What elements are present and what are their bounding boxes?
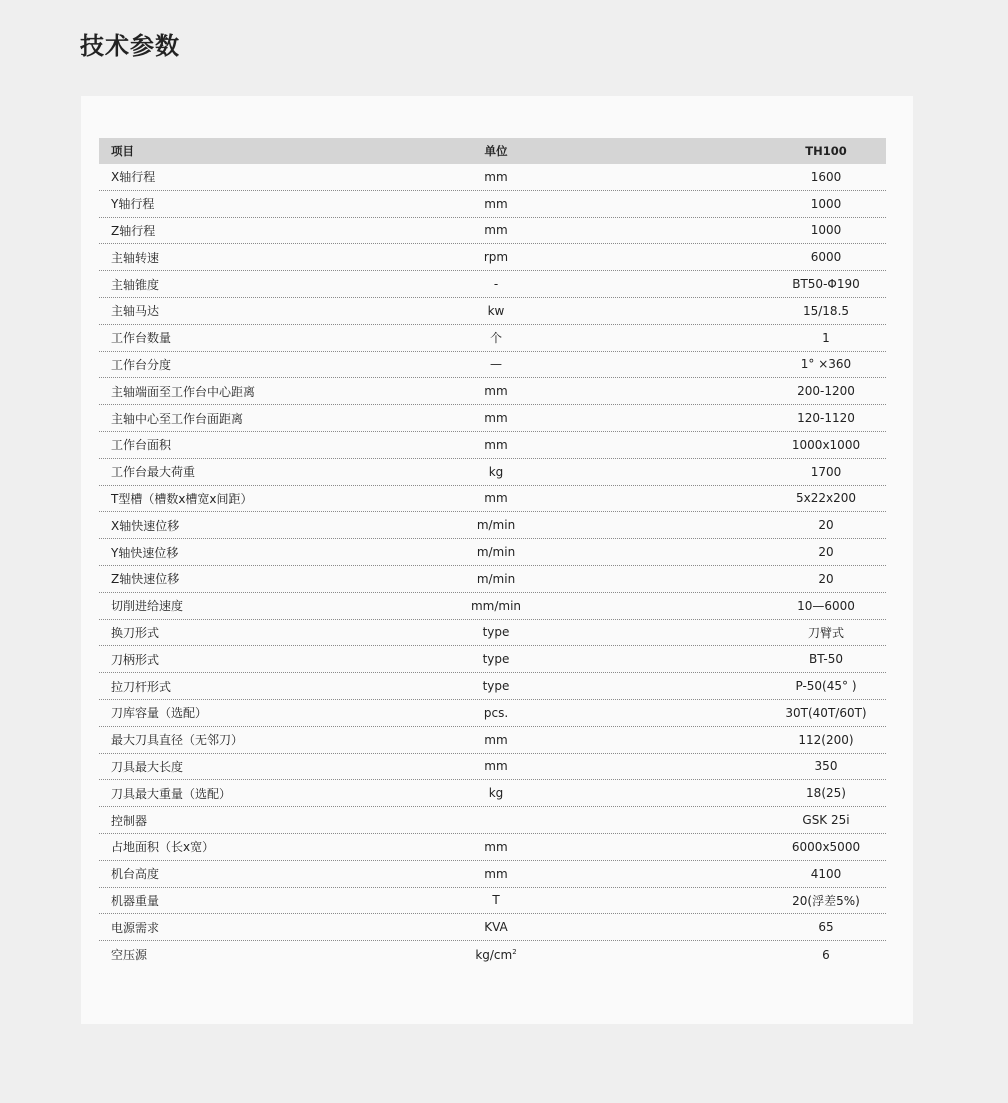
row-unit-text: mm (484, 437, 508, 452)
table-row (99, 432, 886, 459)
row-item: 最大刀具直径（无邻刀） (111, 733, 244, 748)
row-item: 工作台数量 (111, 331, 172, 346)
row-item: Y轴快速位移 (111, 545, 179, 560)
row-value: 18(25) (806, 786, 846, 801)
row-unit-text: mm (484, 732, 508, 747)
table-header (99, 138, 886, 164)
table-row (99, 378, 886, 405)
row-item: X轴行程 (111, 170, 156, 185)
row-unit-text: rpm (483, 250, 509, 265)
row-unit (399, 518, 593, 532)
row-unit-text: kg (488, 786, 504, 801)
row-value: 4100 (810, 866, 842, 881)
table-row (99, 941, 886, 968)
row-item: 换刀形式 (111, 625, 160, 640)
row-unit (399, 357, 593, 371)
row-value: 10—6000 (797, 598, 855, 613)
row-unit-text: kg (488, 464, 504, 479)
row-unit-text: mm (484, 839, 508, 854)
table-row (99, 914, 886, 941)
row-value: P-50(45° ) (795, 679, 857, 694)
row-unit (399, 786, 593, 800)
row-value: 20 (818, 518, 834, 533)
table-row (99, 727, 886, 754)
table-row (99, 405, 886, 432)
table-row (99, 566, 886, 593)
row-item: 机台高度 (111, 867, 160, 882)
row-unit (399, 329, 593, 346)
row-item: 工作台分度 (111, 357, 172, 372)
table-row (99, 164, 886, 191)
row-unit (399, 867, 593, 881)
row-value: 120-1120 (797, 411, 855, 426)
table-row (99, 620, 886, 647)
row-unit (399, 625, 593, 639)
row-item: 控制器 (111, 813, 148, 828)
row-unit-text: 个 (489, 331, 502, 346)
table-row (99, 244, 886, 271)
table-row (99, 191, 886, 218)
row-unit (399, 840, 593, 854)
row-value: 6000x5000 (791, 839, 861, 854)
row-unit-text: pcs. (483, 705, 509, 720)
row-value: 1000 (810, 196, 842, 211)
row-unit-text: mm/min (470, 598, 522, 613)
row-item: 刀具最大长度 (111, 759, 184, 774)
table-row (99, 673, 886, 700)
row-unit (399, 170, 593, 184)
table-body (99, 164, 886, 968)
row-item: 主轴马达 (111, 304, 160, 319)
row-item: 主轴中心至工作台面距离 (111, 411, 244, 426)
row-value: BT50-Φ190 (792, 277, 860, 292)
row-unit-text: mm (484, 169, 508, 184)
row-item: Z轴行程 (111, 223, 156, 238)
row-unit-text: kg/cm (475, 947, 513, 962)
row-unit-text: mm (484, 196, 508, 211)
row-unit-text: mm (484, 491, 508, 506)
row-unit (399, 197, 593, 211)
row-item: 工作台面积 (111, 438, 172, 453)
row-unit (399, 948, 593, 962)
table-row (99, 754, 886, 781)
row-item: Y轴行程 (111, 197, 155, 212)
row-unit (399, 679, 593, 693)
row-value: 20 (818, 571, 834, 586)
row-value: 6 (822, 947, 830, 962)
row-unit (399, 759, 593, 773)
table-row (99, 646, 886, 673)
row-value: 1000x1000 (791, 437, 861, 452)
row-value: 6000 (810, 250, 842, 265)
table-row (99, 700, 886, 727)
row-unit (399, 733, 593, 747)
table-row (99, 218, 886, 245)
row-value: 350 (814, 759, 838, 774)
row-item: 主轴转速 (111, 250, 160, 265)
row-unit-text: kw (487, 303, 505, 318)
row-value: 1700 (810, 464, 842, 479)
table-row (99, 888, 886, 915)
header-value: TH100 (805, 144, 847, 158)
row-unit (399, 706, 593, 720)
row-unit-text: mm (484, 866, 508, 881)
row-unit (399, 491, 593, 505)
row-unit-text: mm (484, 759, 508, 774)
row-value: 1° ×360 (800, 357, 852, 372)
row-unit-text: mm (484, 223, 508, 238)
row-unit (399, 411, 593, 425)
row-unit-text: mm (484, 411, 508, 426)
row-item: 主轴锥度 (111, 277, 160, 292)
row-item: 工作台最大荷重 (111, 465, 196, 480)
header-item: 项目 (111, 144, 134, 158)
row-unit-text: mm (484, 384, 508, 399)
row-item: T型槽（槽数x槽宽x间距） (111, 491, 253, 506)
row-item: 切削进给速度 (111, 599, 184, 614)
row-unit (399, 599, 593, 613)
table-row (99, 834, 886, 861)
row-value: GSK 25i (802, 813, 850, 828)
table-row (99, 352, 886, 379)
row-item: 主轴端面至工作台中心距离 (111, 384, 256, 399)
header-unit: 单位 (484, 144, 508, 158)
row-item: 机器重量 (111, 893, 160, 908)
table-row (99, 807, 886, 834)
table-row (99, 861, 886, 888)
row-unit (399, 893, 593, 907)
row-unit-text: type (482, 652, 510, 667)
row-item: 拉刀杆形式 (111, 679, 172, 694)
row-unit (399, 572, 593, 586)
row-unit (399, 465, 593, 479)
row-value: 5x22x200 (795, 491, 856, 506)
row-unit (399, 652, 593, 666)
row-value: 30T(40T/60T) (785, 705, 867, 720)
row-value: 1000 (810, 223, 842, 238)
row-value: 112(200) (798, 732, 854, 747)
row-unit-text: - (493, 277, 499, 292)
row-item: 电源需求 (111, 920, 160, 935)
row-unit (399, 277, 593, 291)
row-unit (399, 438, 593, 452)
row-unit-superscript: 2 (512, 947, 517, 956)
table-row (99, 780, 886, 807)
row-value: 1 (822, 330, 830, 345)
row-value: 1600 (810, 169, 842, 184)
table-row (99, 459, 886, 486)
row-unit (399, 250, 593, 264)
row-unit-text: T (492, 893, 500, 908)
row-value: 65 (818, 920, 834, 935)
table-row (99, 271, 886, 298)
row-unit (399, 920, 593, 934)
row-unit (399, 223, 593, 237)
spec-card (81, 96, 913, 1024)
table-row (99, 298, 886, 325)
page-title: 技术参数 (80, 32, 180, 60)
row-item: 刀具最大重量（选配） (111, 786, 232, 801)
row-unit-text: KVA (484, 920, 508, 935)
row-item: 刀柄形式 (111, 652, 160, 667)
spec-table (99, 138, 886, 968)
table-row (99, 325, 886, 352)
table-row (99, 539, 886, 566)
row-unit (399, 384, 593, 398)
row-unit-text: m/min (476, 571, 516, 586)
row-item: 占地面积（长x宽） (111, 840, 215, 855)
row-value: 20(浮差5%) (792, 893, 860, 908)
row-item: Z轴快速位移 (111, 572, 180, 587)
row-unit-text: type (482, 625, 510, 640)
row-value: 20 (818, 545, 834, 560)
table-row (99, 486, 886, 513)
row-unit-text: m/min (476, 545, 516, 560)
row-unit-text: — (490, 357, 502, 372)
row-item: X轴快速位移 (111, 518, 180, 533)
row-unit-text: type (482, 679, 510, 694)
row-value: 15/18.5 (802, 303, 850, 318)
row-unit (399, 545, 593, 559)
row-unit-text: m/min (476, 518, 516, 533)
row-value: 200-1200 (797, 384, 855, 399)
table-row (99, 593, 886, 620)
row-value: 刀臂式 (807, 625, 844, 640)
row-value: BT-50 (808, 652, 844, 667)
row-item: 刀库容量（选配） (111, 706, 208, 721)
row-unit (399, 304, 593, 318)
row-item: 空压源 (111, 948, 148, 962)
table-row (99, 512, 886, 539)
